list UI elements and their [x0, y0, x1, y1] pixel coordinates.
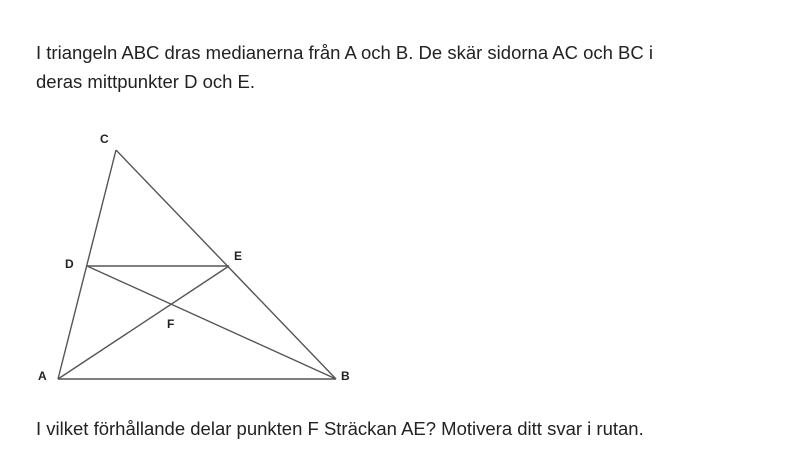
- label-b: B: [341, 369, 350, 383]
- median-ae: [58, 266, 229, 379]
- label-d: D: [65, 257, 74, 271]
- label-f: F: [167, 317, 175, 331]
- median-bd: [87, 266, 336, 379]
- label-e: E: [234, 249, 243, 263]
- problem-intro-line-1: I triangeln ABC dras medianerna från A och B. De skär sidorna AC och BC i: [36, 42, 653, 63]
- label-a: A: [38, 369, 47, 383]
- label-c: C: [100, 132, 109, 146]
- problem-intro-line-2: deras mittpunkter D och E.: [36, 71, 256, 92]
- question-text: I vilket förhållande delar punkten F Sträckan AE? Motivera ditt svar i rutan.: [36, 418, 644, 439]
- side-cb: [116, 150, 336, 379]
